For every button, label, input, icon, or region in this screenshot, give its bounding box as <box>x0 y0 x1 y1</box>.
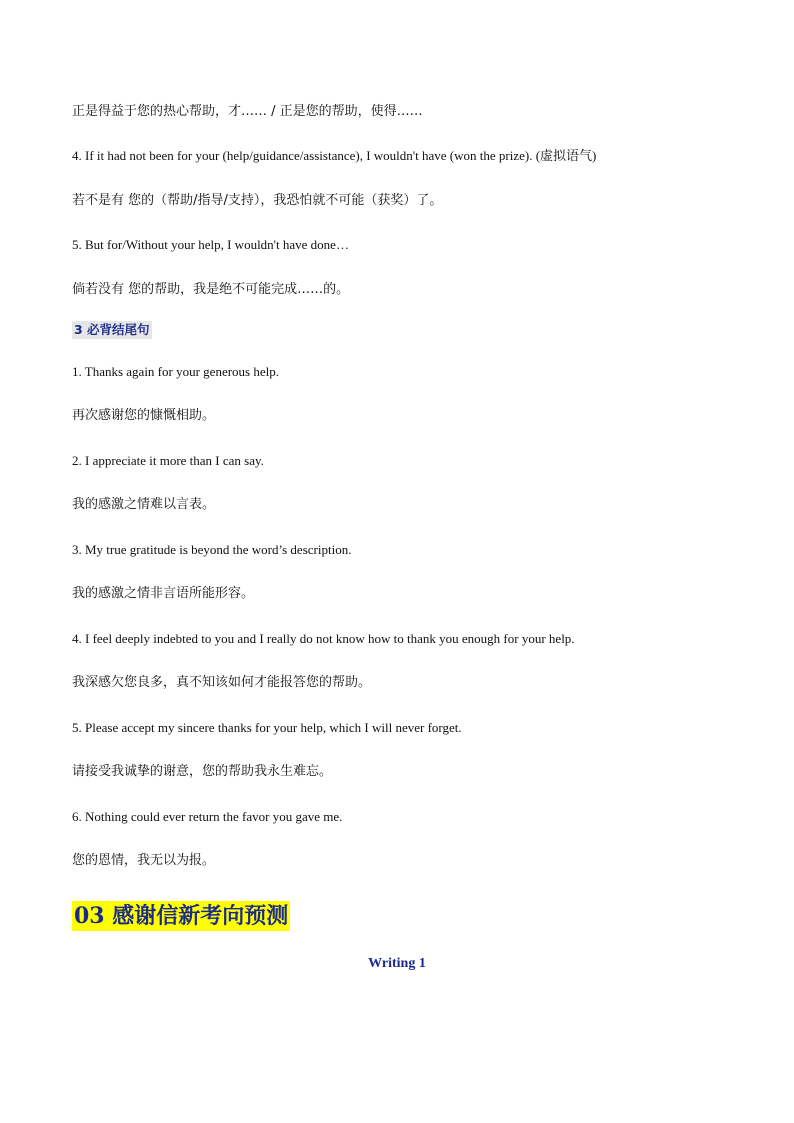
sentence-zh: 我的感激之情非言语所能形容。 <box>72 586 255 601</box>
sentence-en: 3. My true gratitude is beyond the word’s description. <box>72 542 352 557</box>
writing-title: Writing 1 <box>368 956 426 971</box>
section-label: 3 必背结尾句 <box>74 322 150 337</box>
text-line: 5. But for/Without your help, I wouldn't have done… <box>72 237 349 252</box>
text-line: 4. If it had not been for your (help/guidance/assistance), I wouldn't have (won the prize). (虚拟语气) <box>72 148 597 163</box>
sentence-en: 5. Please accept my sincere thanks for your help, which I will never forget. <box>72 720 462 735</box>
sentence-en: 1. Thanks again for your generous help. <box>72 364 279 379</box>
sentence-en: 6. Nothing could ever return the favor you gave me. <box>72 809 343 824</box>
text-line: 倘若没有 您的帮助，我是绝不可能完成……的。 <box>72 282 350 297</box>
section-heading: 03 感谢信新考向预测 <box>74 903 289 929</box>
sentence-zh: 再次感谢您的慷慨相助。 <box>72 408 216 423</box>
sentence-en: 4. I feel deeply indebted to you and I really do not know how to thank you enough for your help. <box>72 631 575 646</box>
sentence-en: 2. I appreciate it more than I can say. <box>72 453 264 468</box>
sentence-zh: 请接受我诚挚的谢意，您的帮助我永生难忘。 <box>72 764 333 779</box>
sentence-zh: 我深感欠您良多，真不知该如何才能报答您的帮助。 <box>72 675 372 690</box>
text-line: 正是得益于您的热心帮助，才…… / 正是您的帮助，使得…… <box>72 104 423 119</box>
text-line: 若不是有 您的（帮助/指导/支持），我恐怕就不可能（获奖）了。 <box>72 193 443 208</box>
sentence-zh: 我的感激之情难以言表。 <box>72 497 216 512</box>
sentence-zh: 您的恩情，我无以为报。 <box>72 853 216 868</box>
